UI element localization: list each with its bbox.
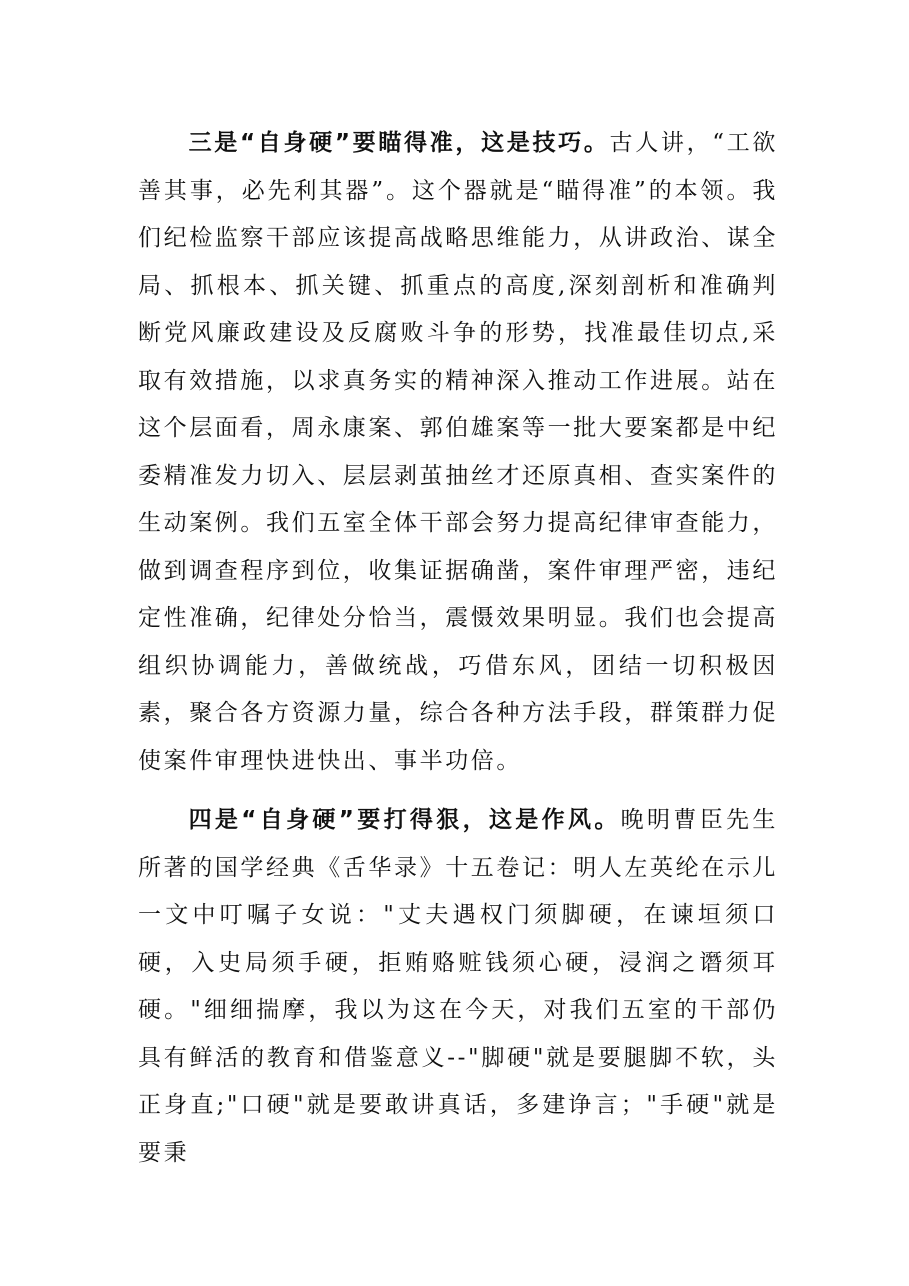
paragraph-three-body: 古人讲，“工欲善其事，必先利其器”。这个器就是“瞄得准”的本领。我们纪检监察干部应该提高战略思维能力，从讲政治、谋全局、抓根本、抓关键、抓重点的高度,深刻剖析和准确判断党风廉政建设及反腐败斗争的形势，找准最佳切点,采取有效措施，以求真务实的精神深入推动工作进展。站在这个层面看，周永康案、郭伯雄案等一批大要案都是中纪委精准发力切入、层层剥茧抽丝才还原真相、查实案件的生动案例。我们五室全体干部会努力提高纪律审查能力，做到调查程序到位，收集证据确凿，案件审理严密，违纪定性准确，纪律处分恰当，震慑效果明显。我们也会提高组织协调能力，善做统战，巧借东风，团结一切积极因素，聚合各方资源力量，综合各种方法手段，群策群力促使案件审理快进快出、事半功倍。 xyxy=(138,130,778,774)
paragraph-four xyxy=(138,797,778,1177)
paragraph-four-body: 晚明曹臣先生所著的国学经典《舌华录》十五卷记：明人左英纶在示儿一文中叮嘱子女说："丈夫遇权门须脚硬，在谏垣须口硬，入史局须手硬，拒贿赂赃钱须心硬，浸润之谮须耳硬。"细细揣摩，我以为这在今天，对我们五室的干部仍具有鲜活的教育和借鉴意义--"脚硬"就是要腿脚不软，头正身直;"口硬"就是要敢讲真话，多建诤言；"手硬"就是要秉 xyxy=(138,807,778,1166)
paragraph-three-heading: 三是“自身硬”要瞄得准，这是技巧。 xyxy=(188,130,610,156)
paragraph-four-heading: 四是“自身硬”要打得狠，这是作风。 xyxy=(188,807,621,833)
paragraph-three xyxy=(138,120,778,785)
